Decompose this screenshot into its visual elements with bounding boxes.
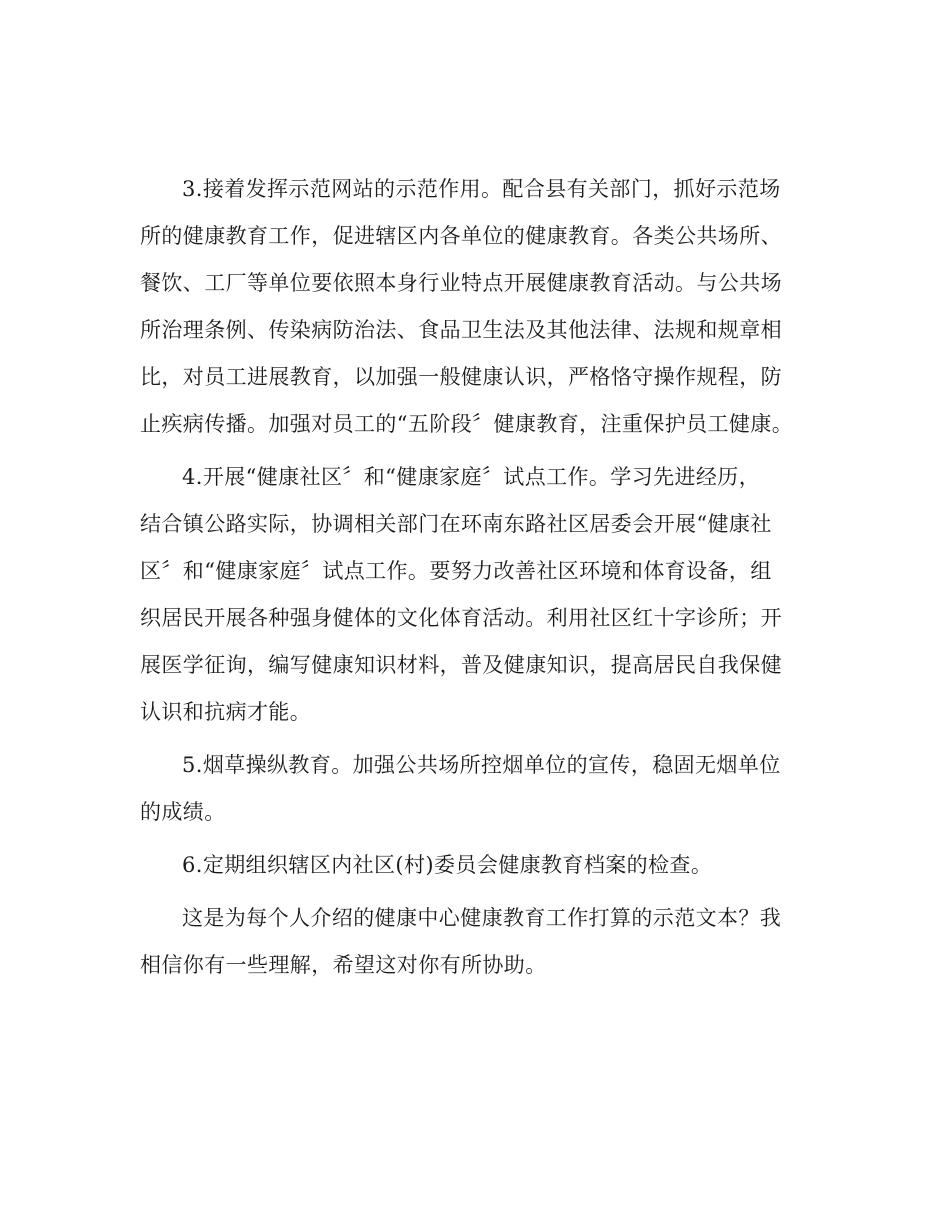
paragraph-closing <box>140 895 812 989</box>
paragraph-item-4 <box>140 454 812 736</box>
text-line: 展医学征询，编写健康知识材料，普及健康知识，提高居民自我保健 <box>140 653 782 677</box>
paragraph-item-5 <box>140 742 812 836</box>
text-line: 这是为每个人介绍的健康中心健康教育工作打算的示范文本？我 <box>182 906 782 930</box>
text-line: 3.接着发挥示范网站的示范作用。配合县有关部门，抓好示范场 <box>182 177 781 201</box>
text-line: 5.烟草操纵教育。加强公共场所控烟单位的宣传，稳固无烟单位 <box>182 753 781 777</box>
text-line: 所治理条例、传染病防治法、食品卫生法及其他法律、法规和规章相 <box>140 318 782 342</box>
text-line: 区〞和“健康家庭〞试点工作。要努力改善社区环境和体育设备，组 <box>140 559 772 583</box>
text-line: 止疾病传播。加强对员工的“五阶段〞健康教育，注重保护员工健康。 <box>140 412 794 436</box>
text-line: 餐饮、工厂等单位要依照本身行业特点开展健康教育活动。与公共场 <box>140 271 782 295</box>
text-line: 比，对员工进展教育，以加强一般健康认识，严格恪守操作规程，防 <box>140 365 782 389</box>
document-body <box>140 166 812 995</box>
text-line: 6.定期组织辖区内社区(村)委员会健康教育档案的检查。 <box>182 853 713 877</box>
text-line: 的成绩。 <box>140 800 226 824</box>
paragraph-item-3 <box>140 166 812 448</box>
text-line: 4.开展“健康社区〞和“健康家庭〞试点工作。学习先进经历， <box>182 465 761 489</box>
text-line: 所的健康教育工作，促进辖区内各单位的健康教育。各类公共场所、 <box>140 224 782 248</box>
paragraph-item-6 <box>140 842 812 889</box>
text-line: 认识和抗病才能。 <box>140 700 312 724</box>
text-line: 相信你有一些理解，希望这对你有所协助。 <box>140 953 547 977</box>
text-line: 织居民开展各种强身健体的文化体育活动。利用社区红十字诊所；开 <box>140 606 782 630</box>
text-line: 结合镇公路实际，协调相关部门在环南东路社区居委会开展“健康社 <box>140 512 772 536</box>
